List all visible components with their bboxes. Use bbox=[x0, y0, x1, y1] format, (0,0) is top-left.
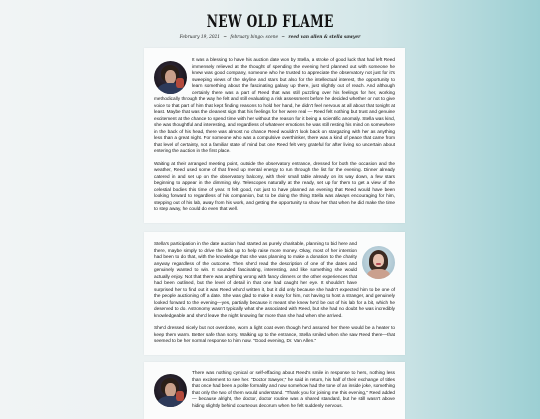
post-paragraph: It was a blessing to have his auction date won by Stella, a stroke of good luck that had left Reed immensely relieved at the thought of spending the evening he'd planned out with someone he knew was good company, someone who he trusted to appreciate the observatory not just for it's sweeping views of the skyline and stars but also for the intellectual interest, the opportunity to learn something about the fascinating galaxy up there, just slightly out of reach. And although certainly there was a part of Reed that was still puzzling over his feelings for her, working methodically through the way he felt and still evaluating a risk assessment before he decided whether or not to give voice to that part of him that kept finding reasons to hold her hand, he didn't feel nervous at all about that tonight at least. Maybe that was the cleanest sign that his feelings for her were real — Reed felt nothing but trust and genuine excitement at the chance to spend time with her without the reason for it being a scientific anomaly. Stella was kind, she was thoughtful and interesting, and regardless of whatever emotions he was still resting his mind on somewhere in the back of his head, there was almost no chance Reed wouldn't look back on stargazing with her as anything less than a great night. For someone who was a compulsive overthinker, there was a kind of peace that came from that level of certainty, not a familiar state of mind but one Reed felt very grateful for after living so uncertain about entering the auction in the first place. bbox=[154, 57, 396, 153]
post-date: February 19, 2021 bbox=[179, 35, 221, 40]
meta-separator: ~ bbox=[281, 35, 285, 40]
post-card-reed bbox=[144, 48, 405, 223]
post-card-reed-2 bbox=[144, 362, 405, 419]
post-paragraph: She'd dressed nicely but not overdone, worn a light coat even though he'd assured her there would be a heater to keep them warm. Better safe than sorry. Walking up to the entrance, Stella smiled when she saw Reed there—that seemed to be her normal response to him now. "Good evening, Dr. Van Allen." bbox=[154, 325, 395, 343]
post-card-stella bbox=[144, 232, 405, 355]
post-paragraph: There was nothing cynical or self-effacing about Reed's smile in response to hers, nothing less than excitement to see her. "Doctor Sawyer," he said in return, his half of their exchange of titles that once had been a polite formality and now somehow had the tone of an inside joke, something that only the two of them would understand. "Thank you for joining me this evening," Reed added — because alright, the doctor, doctor routine was a shared standard, but he still wasn't above hiding slightly behind courteous decorum when he felt suddenly nervous. bbox=[192, 370, 395, 408]
avatar-stella bbox=[362, 246, 395, 279]
meta-separator: ~ bbox=[223, 35, 228, 40]
post-tags[interactable]: february bingo: scene bbox=[230, 35, 279, 40]
page-title: NEW OLD FLAME bbox=[206, 12, 334, 32]
post-header bbox=[0, 12, 540, 40]
post-paragraph: Waiting at their arranged meeting point, outside the observatory entrance, dressed for both the occasion and the weather, Reed used some of that freed up mental energy to run through the list for the evening. Dinner already catered in and set up on the observatory balcony, with their small table already on its way down, a few stars beginning to appear in the dimming sky. Telescopes naturally at the ready, set up for them to get a view of the celestial bodies this time of year. It felt good, not just to have planned an evening that Reed would have been looking forward to regardless of his companion, but to be doing the thing Stella was always encouraging for him, stepping out of his lab, away from his work, and getting the opportunity to show her that when he did make the time to step away, he could do even that well. bbox=[154, 160, 395, 211]
post-meta bbox=[0, 35, 540, 40]
post-paragraph: Stella's participation in the date auction had started as purely charitable, planning to bid here and there, maybe simply to drive the bids up to help raise more money. Okay, most of her intention had been to do that, with the knowledge that she was planning to make a donation to the charity anyway regardless of the outcome. Then she'd read the description of one of the dates and genuinely wanted to win. It sounded fascinating, interesting, and like something she would actually enjoy. Not that there was anything wrong with fancy dinners or the other experiences that had been outlined, but the level of detail in that one had caught her eye. It shouldn't have surprised her to find out it was Reed who'd written it, but it did only because she hadn't expected him to be one of the people auctioning off a date. She was glad to make it easy for him, not having to host a stranger, and genuinely looked forward to the evening—yes, partially because it meant she knew he'd be out of his lab for a bit, which he deserved to do. Astronomy wasn't typically what she associated with Reed, but she had no doubt he was incredibly knowledgeable and she'd leave the night knowing far more than she had when she arrived. bbox=[154, 241, 395, 318]
avatar-reed bbox=[154, 61, 187, 94]
post-pairing[interactable]: reed van allen & stella sawyer bbox=[288, 35, 361, 40]
avatar-reed bbox=[154, 374, 187, 407]
